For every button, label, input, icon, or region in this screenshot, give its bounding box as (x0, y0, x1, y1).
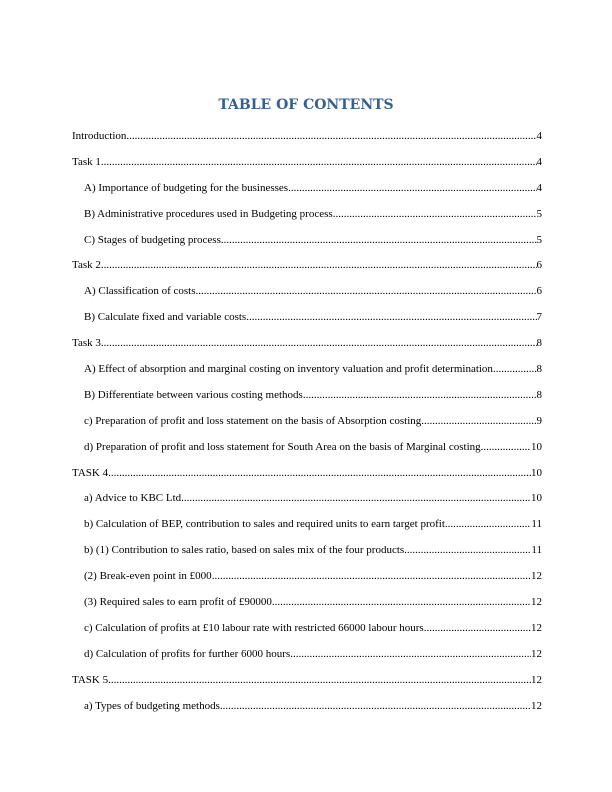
toc-entry-text: Introduction (72, 130, 127, 142)
toc-entry[interactable] (72, 592, 542, 618)
toc-entry-text: b) Calculation of BEP, contribution to sales and required units to earn target profit (84, 518, 445, 531)
toc-page-number: 12 (531, 699, 542, 712)
toc-page-number: 8 (536, 337, 542, 350)
toc-entry[interactable] (72, 307, 542, 333)
toc-entry-text: c) Preparation of profit and loss statement on the basis of Absorption costing (84, 414, 422, 427)
toc-entry-text: C) Stages of budgeting process (84, 233, 221, 246)
toc-dot-leader (272, 592, 531, 612)
toc-entry[interactable] (72, 696, 542, 722)
toc-entry[interactable] (72, 618, 542, 644)
toc-title: TABLE OF CONTENTS (218, 97, 394, 113)
toc-entry-text: c) Calculation of profits at £10 labour rate with restricted 66000 labour hours (84, 621, 424, 634)
toc-entry-text: (3) Required sales to earn profit of £90000 (84, 596, 272, 609)
toc-page-number: 12 (531, 673, 542, 686)
toc-entry-text: d) Preparation of profit and loss statement for South Area on the basis of Marginal costing (84, 440, 481, 453)
toc-dot-leader (101, 333, 537, 353)
toc-entry-text: (2) Break-even point in £000 (84, 570, 212, 583)
toc-entry[interactable] (72, 385, 542, 411)
toc-entry[interactable] (72, 644, 542, 670)
toc-page-number: 6 (536, 285, 542, 298)
toc-entry-text: TASK 4 (72, 466, 109, 479)
toc-entry-text: Task 1 (72, 155, 101, 168)
toc-dot-leader (424, 618, 531, 638)
toc-page-number: 8 (536, 363, 542, 376)
toc-page-number: 5 (536, 233, 542, 246)
toc-page-number: 11 (531, 518, 542, 531)
toc-entry-text: a) Types of budgeting methods (84, 699, 220, 712)
toc-entry-text: d) Calculation of profits for further 6000 hours (84, 647, 291, 660)
toc-dot-leader (108, 463, 531, 483)
toc-entry-text: Task 2 (72, 259, 101, 272)
toc-entry[interactable] (72, 437, 542, 463)
toc-page-number: 11 (531, 544, 542, 557)
toc-entry-text: B) Administrative procedures used in Budgeting process (84, 207, 333, 220)
toc-dot-leader (220, 696, 531, 716)
toc-dot-leader (288, 178, 536, 198)
toc-dot-leader (246, 307, 536, 327)
toc-page-number: 5 (536, 207, 542, 220)
toc-dot-leader (481, 437, 531, 457)
toc-entry[interactable] (72, 359, 542, 385)
toc-page-number: 4 (536, 130, 542, 142)
toc-entry-text: B) Differentiate between various costing methods (84, 388, 303, 401)
toc-dot-leader (303, 385, 537, 405)
toc-entry[interactable] (72, 152, 542, 178)
toc-entry[interactable] (72, 230, 542, 256)
toc-dot-leader (108, 670, 531, 690)
toc-entry[interactable] (72, 411, 542, 437)
toc-dot-leader (196, 281, 537, 301)
toc-dot-leader (333, 204, 537, 224)
toc-entry[interactable] (72, 333, 542, 359)
toc-entry[interactable] (72, 670, 542, 696)
toc-dot-leader (445, 514, 532, 534)
toc-dot-leader (493, 359, 537, 379)
toc-page-number: 10 (531, 440, 542, 453)
toc-entry-text: Task 3 (72, 337, 101, 350)
toc-dot-leader (212, 566, 531, 586)
toc-entry-text: TASK 5 (72, 673, 109, 686)
toc-dot-leader (290, 644, 531, 664)
toc-page-number: 10 (531, 466, 542, 479)
toc-page-number: 12 (531, 647, 542, 660)
toc-entry[interactable] (72, 514, 542, 540)
toc-entry[interactable] (72, 255, 542, 281)
toc-entry[interactable] (72, 566, 542, 592)
toc-dot-leader (421, 411, 536, 431)
toc-entry-text: b) (1) Contribution to sales ratio, based on sales mix of the four products (84, 544, 405, 557)
toc-dot-leader (221, 230, 537, 250)
toc-page-number: 6 (536, 259, 542, 272)
toc-dot-leader (404, 540, 531, 560)
toc-entry[interactable] (72, 204, 542, 230)
toc-entry-text: A) Effect of absorption and marginal costing on inventory valuation and profit determination (84, 363, 493, 376)
toc-entry[interactable] (72, 488, 542, 514)
toc-page-number: 10 (531, 492, 542, 505)
toc-page-number: 9 (536, 414, 542, 427)
toc-dot-leader (126, 126, 536, 146)
toc-dot-leader (101, 255, 537, 275)
toc-entry[interactable] (72, 540, 542, 566)
toc-entry[interactable] (72, 463, 542, 489)
toc-page-number: 4 (536, 181, 542, 194)
toc-entry-text: A) Importance of budgeting for the businesses (84, 181, 289, 194)
toc-entry-text: a) Advice to KBC Ltd (84, 492, 182, 505)
toc-entry[interactable] (72, 178, 542, 204)
toc-dot-leader (181, 488, 531, 508)
toc-list (72, 126, 542, 721)
toc-entry-text: A) Classification of costs (84, 285, 196, 298)
toc-page-number: 8 (536, 388, 542, 401)
toc-page-number: 12 (531, 596, 542, 609)
toc-page-number: 12 (531, 621, 542, 634)
toc-page-number: 7 (536, 311, 542, 324)
toc-entry[interactable] (72, 281, 542, 307)
toc-page-number: 4 (536, 155, 542, 168)
toc-page-number: 12 (531, 570, 542, 583)
toc-dot-leader (101, 152, 537, 172)
toc-entry[interactable] (72, 126, 542, 152)
toc-entry-text: B) Calculate fixed and variable costs (84, 311, 247, 324)
